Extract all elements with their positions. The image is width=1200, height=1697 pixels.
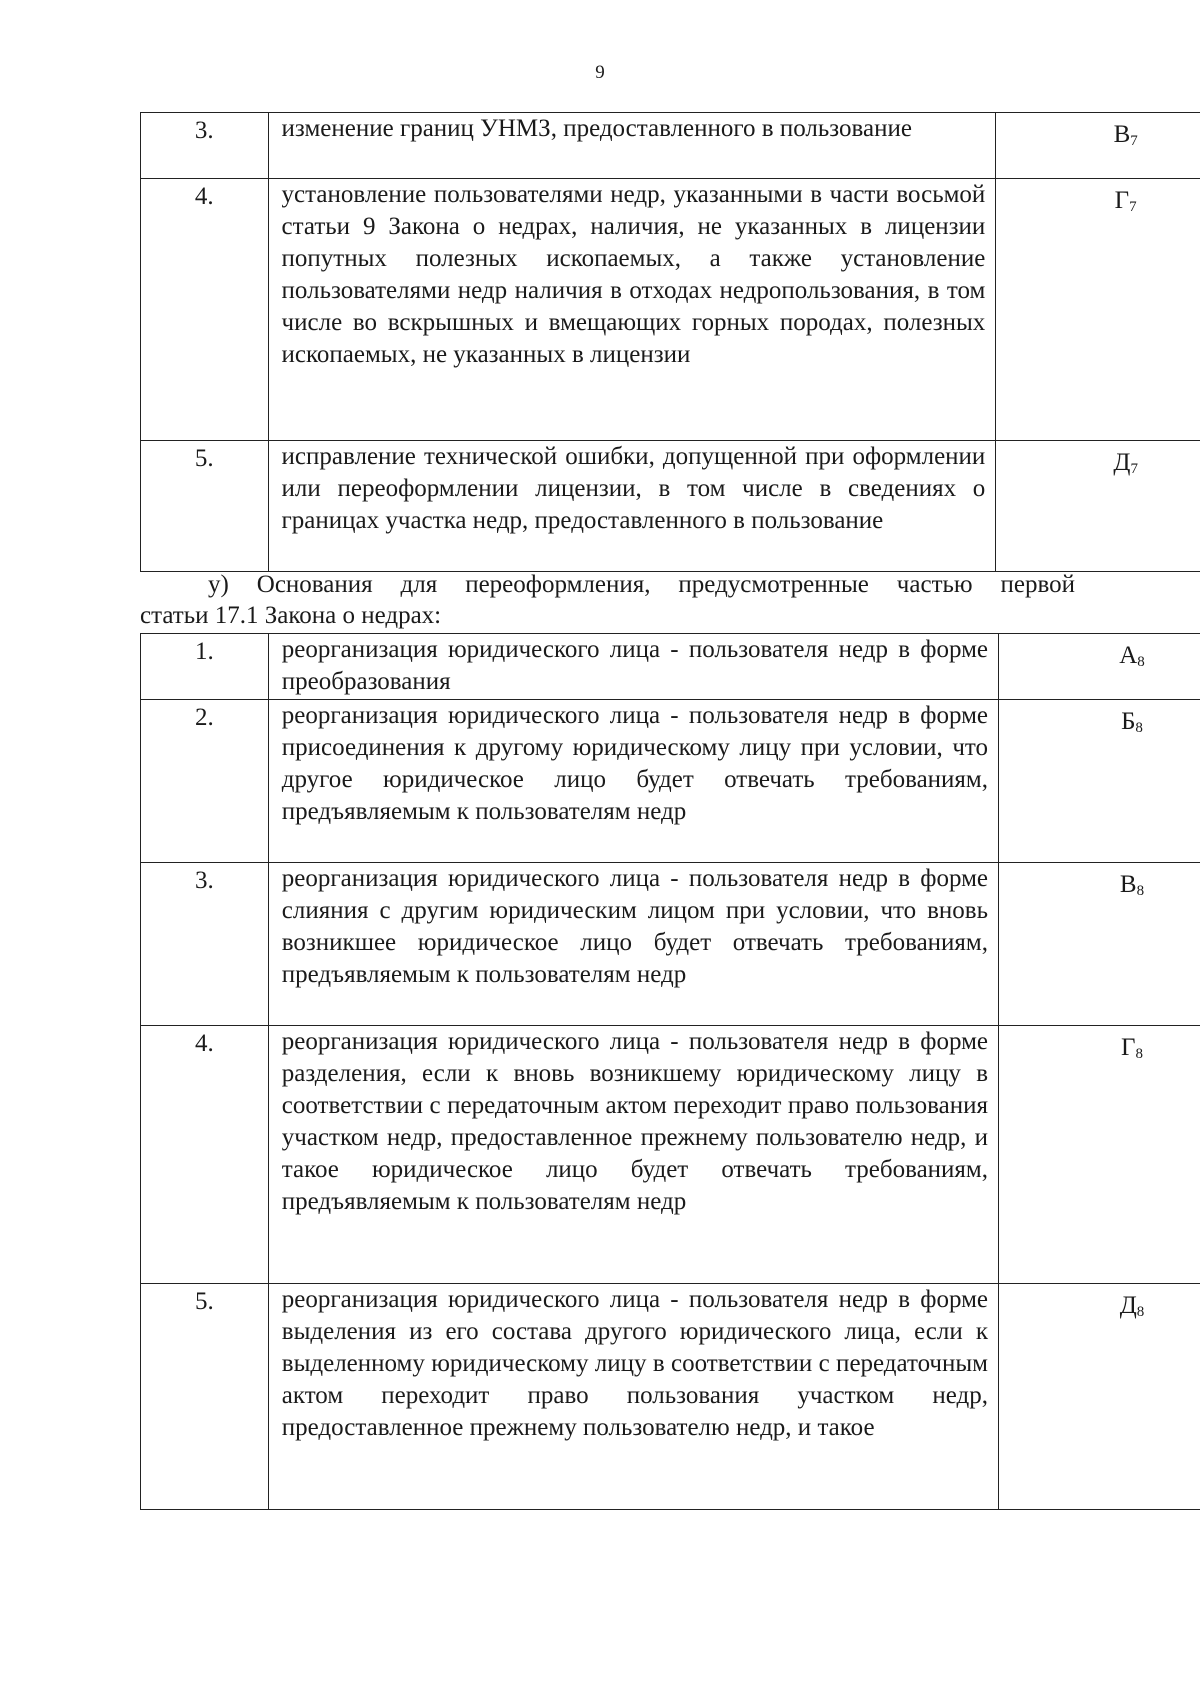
row-number: 1.: [141, 634, 269, 700]
row-text: реорганизация юридического лица - пользователя недр в форме преобразования: [268, 634, 998, 700]
row-code: $В_7$: [996, 113, 1200, 179]
row-code: $Д_8$: [999, 1284, 1200, 1510]
row-text: реорганизация юридического лица - пользователя недр в форме выделения из его состава другого юридического лица, если к выделенному юридическому лицу в соответствии с передаточным актом переходит право пользования участком недр, предоставленное прежнему пользователю недр, и такое: [268, 1284, 998, 1510]
row-text: установление пользователями недр, указанными в части восьмой статьи 9 Закона о недрах, наличия, не указанных в лицензии попутных полезных ископаемых, а также установление пользователями недр наличия в отходах недропользования, в том числе во вскрышных и вмещающих горных породах, полезных ископаемых, не указанных в лицензии: [268, 179, 996, 441]
table-row: [141, 113, 1200, 179]
row-code: $А_8$: [999, 634, 1200, 700]
row-number: 4.: [141, 1026, 269, 1284]
page-number: 9: [595, 62, 605, 83]
row-code: $В_8$: [999, 863, 1200, 1026]
row-number: 5.: [141, 441, 269, 572]
table-row: [141, 700, 1200, 863]
table-row: [141, 863, 1200, 1026]
section-y-line1: у) Основания для переоформления, предусмотренные частью первой: [208, 571, 1075, 598]
row-text: реорганизация юридического лица - пользователя недр в форме разделения, если к вновь возникшему юридическому лицу в соответствии с передаточным актом переходит право пользования участком недр, предоставленное прежнему пользователю недр, и такое юридическое лицо будет отвечать требованиям, предъявляемым к пользователям недр: [268, 1026, 998, 1284]
row-number: 5.: [141, 1284, 269, 1510]
table-license-changes: [140, 112, 1200, 572]
row-text: реорганизация юридического лица - пользователя недр в форме присоединения к другому юридическому лицу при условии, что другое юридическое лицо будет отвечать требованиям, предъявляемым к пользователям недр: [268, 700, 998, 863]
row-code: $Д_7$: [996, 441, 1200, 572]
row-code: $Г_8$: [999, 1026, 1200, 1284]
table-reissue-grounds: [140, 633, 1200, 1510]
row-number: 4.: [141, 179, 269, 441]
table-row: [141, 634, 1200, 700]
table-row: [141, 179, 1200, 441]
row-text: реорганизация юридического лица - пользователя недр в форме слияния с другим юридическим лицом при условии, что вновь возникшее юридическое лицо будет отвечать требованиям, предъявляемым к пользователям недр: [268, 863, 998, 1026]
row-number: 3.: [141, 863, 269, 1026]
row-number: 3.: [141, 113, 269, 179]
table-row: [141, 441, 1200, 572]
table-row: [141, 1026, 1200, 1284]
table-row: [141, 1284, 1200, 1510]
section-y-paragraph: [140, 569, 1075, 631]
row-text: исправление технической ошибки, допущенной при оформлении или переоформлении лицензии, в том числе в сведениях о границах участка недр, предоставленного в пользование: [268, 441, 996, 572]
row-number: 2.: [141, 700, 269, 863]
row-text: изменение границ УНМЗ, предоставленного в пользование: [268, 113, 996, 179]
row-code: $Г_7$: [996, 179, 1200, 441]
section-y-line2: статьи 17.1 Закона о недрах:: [140, 602, 442, 629]
row-code: $Б_8$: [999, 700, 1200, 863]
